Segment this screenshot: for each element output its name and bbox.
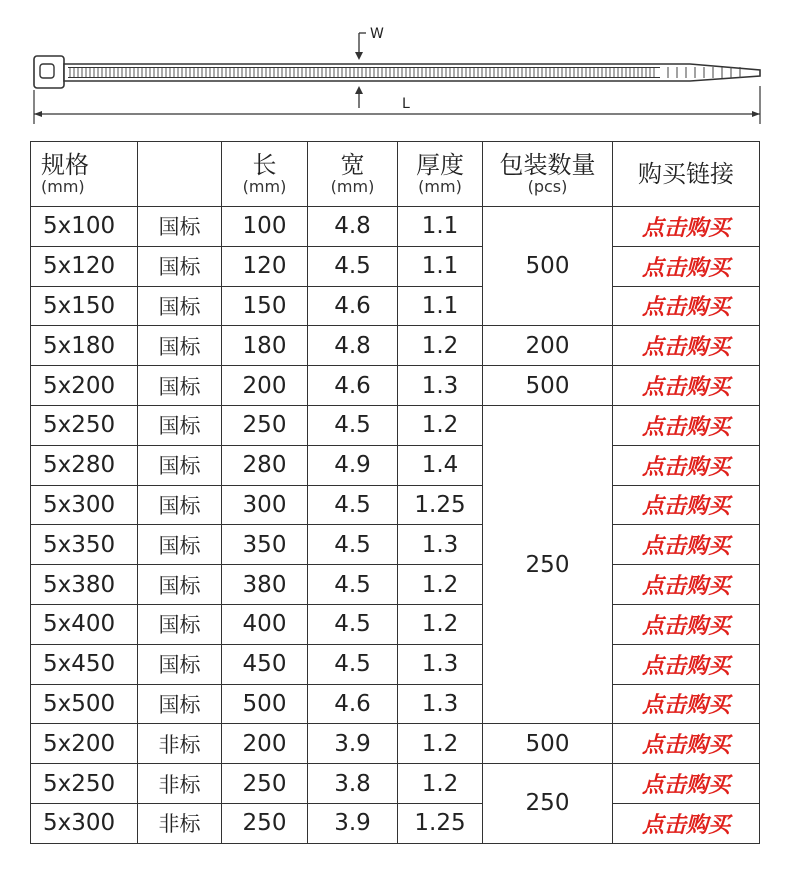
tie-strap: [64, 64, 760, 81]
header-thickness-label: 厚度: [416, 151, 464, 179]
standard-cell: 国标: [138, 565, 222, 605]
length-cell: 500: [222, 684, 308, 724]
standard-cell: 国标: [138, 326, 222, 366]
spec-cell: 5x200: [31, 366, 138, 406]
standard-cell: 国标: [138, 246, 222, 286]
header-package-unit: (pcs): [527, 177, 568, 196]
table-row: [31, 326, 760, 366]
header-spec: [31, 142, 138, 207]
width-cell: 4.8: [308, 207, 398, 247]
table-row: [31, 207, 760, 247]
table-row: [31, 445, 760, 485]
header-thickness: [398, 142, 483, 207]
header-thickness-unit: (mm): [418, 177, 462, 196]
header-length: [222, 142, 308, 207]
width-cell: 4.6: [308, 286, 398, 326]
thickness-cell: 1.3: [398, 366, 483, 406]
spec-cell: 5x300: [31, 485, 138, 525]
thickness-cell: 1.2: [398, 565, 483, 605]
standard-cell: 非标: [138, 764, 222, 804]
table-row: [31, 724, 760, 764]
length-arrow-left-icon: [34, 111, 42, 117]
thickness-cell: 1.2: [398, 604, 483, 644]
standard-cell: 国标: [138, 684, 222, 724]
width-cell: 4.5: [308, 405, 398, 445]
length-cell: 200: [222, 724, 308, 764]
table-row: [31, 286, 760, 326]
thickness-cell: 1.2: [398, 405, 483, 445]
standard-cell: 国标: [138, 445, 222, 485]
width-cell: 4.5: [308, 525, 398, 565]
thickness-cell: 1.25: [398, 803, 483, 843]
length-cell: 150: [222, 286, 308, 326]
thickness-cell: 1.1: [398, 286, 483, 326]
thickness-cell: 1.2: [398, 764, 483, 804]
buy-link[interactable]: 点击购买: [613, 286, 760, 326]
width-arrow-up-icon: [355, 86, 363, 94]
package-qty-cell: 500: [483, 207, 613, 326]
buy-link[interactable]: 点击购买: [613, 246, 760, 286]
package-qty-cell: 250: [483, 405, 613, 723]
buy-link[interactable]: 点击购买: [613, 485, 760, 525]
header-standard: [138, 142, 222, 207]
header-width: [308, 142, 398, 207]
length-label: L: [402, 96, 410, 112]
header-buy: [613, 142, 760, 207]
buy-link[interactable]: 点击购买: [613, 326, 760, 366]
standard-cell: 国标: [138, 286, 222, 326]
length-cell: 200: [222, 366, 308, 406]
header-length-label: 长: [252, 151, 277, 179]
length-cell: 180: [222, 326, 308, 366]
width-arrow-down-icon: [355, 52, 363, 60]
standard-cell: 国标: [138, 366, 222, 406]
buy-link[interactable]: 点击购买: [613, 764, 760, 804]
length-cell: 120: [222, 246, 308, 286]
spec-cell: 5x250: [31, 764, 138, 804]
spec-cell: 5x180: [31, 326, 138, 366]
spec-cell: 5x250: [31, 405, 138, 445]
width-cell: 4.5: [308, 565, 398, 605]
package-qty-cell: 500: [483, 366, 613, 406]
width-cell: 4.5: [308, 246, 398, 286]
thickness-cell: 1.1: [398, 246, 483, 286]
width-cell: 4.6: [308, 684, 398, 724]
table-row: [31, 565, 760, 605]
table-row: [31, 485, 760, 525]
buy-link[interactable]: 点击购买: [613, 565, 760, 605]
standard-cell: 国标: [138, 644, 222, 684]
table-header-row: [31, 142, 760, 207]
spec-cell: 5x400: [31, 604, 138, 644]
length-cell: 450: [222, 644, 308, 684]
buy-link[interactable]: 点击购买: [613, 445, 760, 485]
length-cell: 250: [222, 405, 308, 445]
header-buy-label: 购买链接: [638, 160, 734, 188]
length-arrow-right-icon: [752, 111, 760, 117]
header-width-unit: (mm): [330, 177, 375, 196]
spec-cell: 5x500: [31, 684, 138, 724]
cable-tie-diagram: [0, 0, 790, 135]
spec-cell: 5x450: [31, 644, 138, 684]
buy-link[interactable]: 点击购买: [613, 684, 760, 724]
table-row: [31, 644, 760, 684]
thickness-cell: 1.3: [398, 644, 483, 684]
spec-table: [30, 141, 760, 844]
width-cell: 4.5: [308, 485, 398, 525]
length-cell: 250: [222, 803, 308, 843]
buy-link[interactable]: 点击购买: [613, 724, 760, 764]
buy-link[interactable]: 点击购买: [613, 207, 760, 247]
length-cell: 380: [222, 565, 308, 605]
standard-cell: 国标: [138, 604, 222, 644]
thickness-cell: 1.3: [398, 684, 483, 724]
package-qty-cell: 500: [483, 724, 613, 764]
buy-link[interactable]: 点击购买: [613, 604, 760, 644]
table-row: [31, 405, 760, 445]
table-row: [31, 604, 760, 644]
spec-cell: 5x150: [31, 286, 138, 326]
table-row: [31, 764, 760, 804]
table-row: [31, 246, 760, 286]
standard-cell: 国标: [138, 405, 222, 445]
spec-cell: 5x350: [31, 525, 138, 565]
header-package: [483, 142, 613, 207]
width-cell: 4.9: [308, 445, 398, 485]
spec-cell: 5x300: [31, 803, 138, 843]
width-cell: 4.5: [308, 644, 398, 684]
width-cell: 4.8: [308, 326, 398, 366]
length-cell: 350: [222, 525, 308, 565]
length-cell: 400: [222, 604, 308, 644]
spec-cell: 5x200: [31, 724, 138, 764]
thickness-cell: 1.2: [398, 326, 483, 366]
spec-cell: 5x100: [31, 207, 138, 247]
buy-link[interactable]: 点击购买: [613, 405, 760, 445]
spec-cell: 5x380: [31, 565, 138, 605]
header-spec-label: 规格: [41, 151, 89, 179]
standard-cell: 非标: [138, 724, 222, 764]
spec-cell: 5x280: [31, 445, 138, 485]
header-spec-unit: (mm): [41, 177, 85, 196]
thickness-cell: 1.2: [398, 724, 483, 764]
package-qty-cell: 250: [483, 764, 613, 844]
standard-cell: 国标: [138, 525, 222, 565]
width-cell: 3.8: [308, 764, 398, 804]
table-row: [31, 803, 760, 843]
width-cell: 4.5: [308, 604, 398, 644]
length-cell: 300: [222, 485, 308, 525]
thickness-cell: 1.3: [398, 525, 483, 565]
width-cell: 3.9: [308, 724, 398, 764]
width-label: W: [370, 26, 384, 42]
length-cell: 100: [222, 207, 308, 247]
thickness-cell: 1.1: [398, 207, 483, 247]
standard-cell: 国标: [138, 485, 222, 525]
table-row: [31, 684, 760, 724]
buy-link[interactable]: 点击购买: [613, 525, 760, 565]
buy-link[interactable]: 点击购买: [613, 644, 760, 684]
thickness-cell: 1.4: [398, 445, 483, 485]
thickness-cell: 1.25: [398, 485, 483, 525]
width-cell: 4.6: [308, 366, 398, 406]
tie-head-slot: [40, 64, 54, 78]
package-qty-cell: 200: [483, 326, 613, 366]
buy-link[interactable]: 点击购买: [613, 366, 760, 406]
header-length-unit: (mm): [242, 177, 287, 196]
header-package-label: 包装数量: [499, 151, 596, 179]
header-width-label: 宽: [340, 151, 365, 179]
buy-link[interactable]: 点击购买: [613, 803, 760, 843]
width-cell: 3.9: [308, 803, 398, 843]
length-cell: 280: [222, 445, 308, 485]
tie-teeth: [70, 68, 654, 77]
standard-cell: 国标: [138, 207, 222, 247]
table-row: [31, 366, 760, 406]
length-cell: 250: [222, 764, 308, 804]
table-row: [31, 525, 760, 565]
spec-cell: 5x120: [31, 246, 138, 286]
standard-cell: 非标: [138, 803, 222, 843]
table-body: [31, 207, 760, 844]
